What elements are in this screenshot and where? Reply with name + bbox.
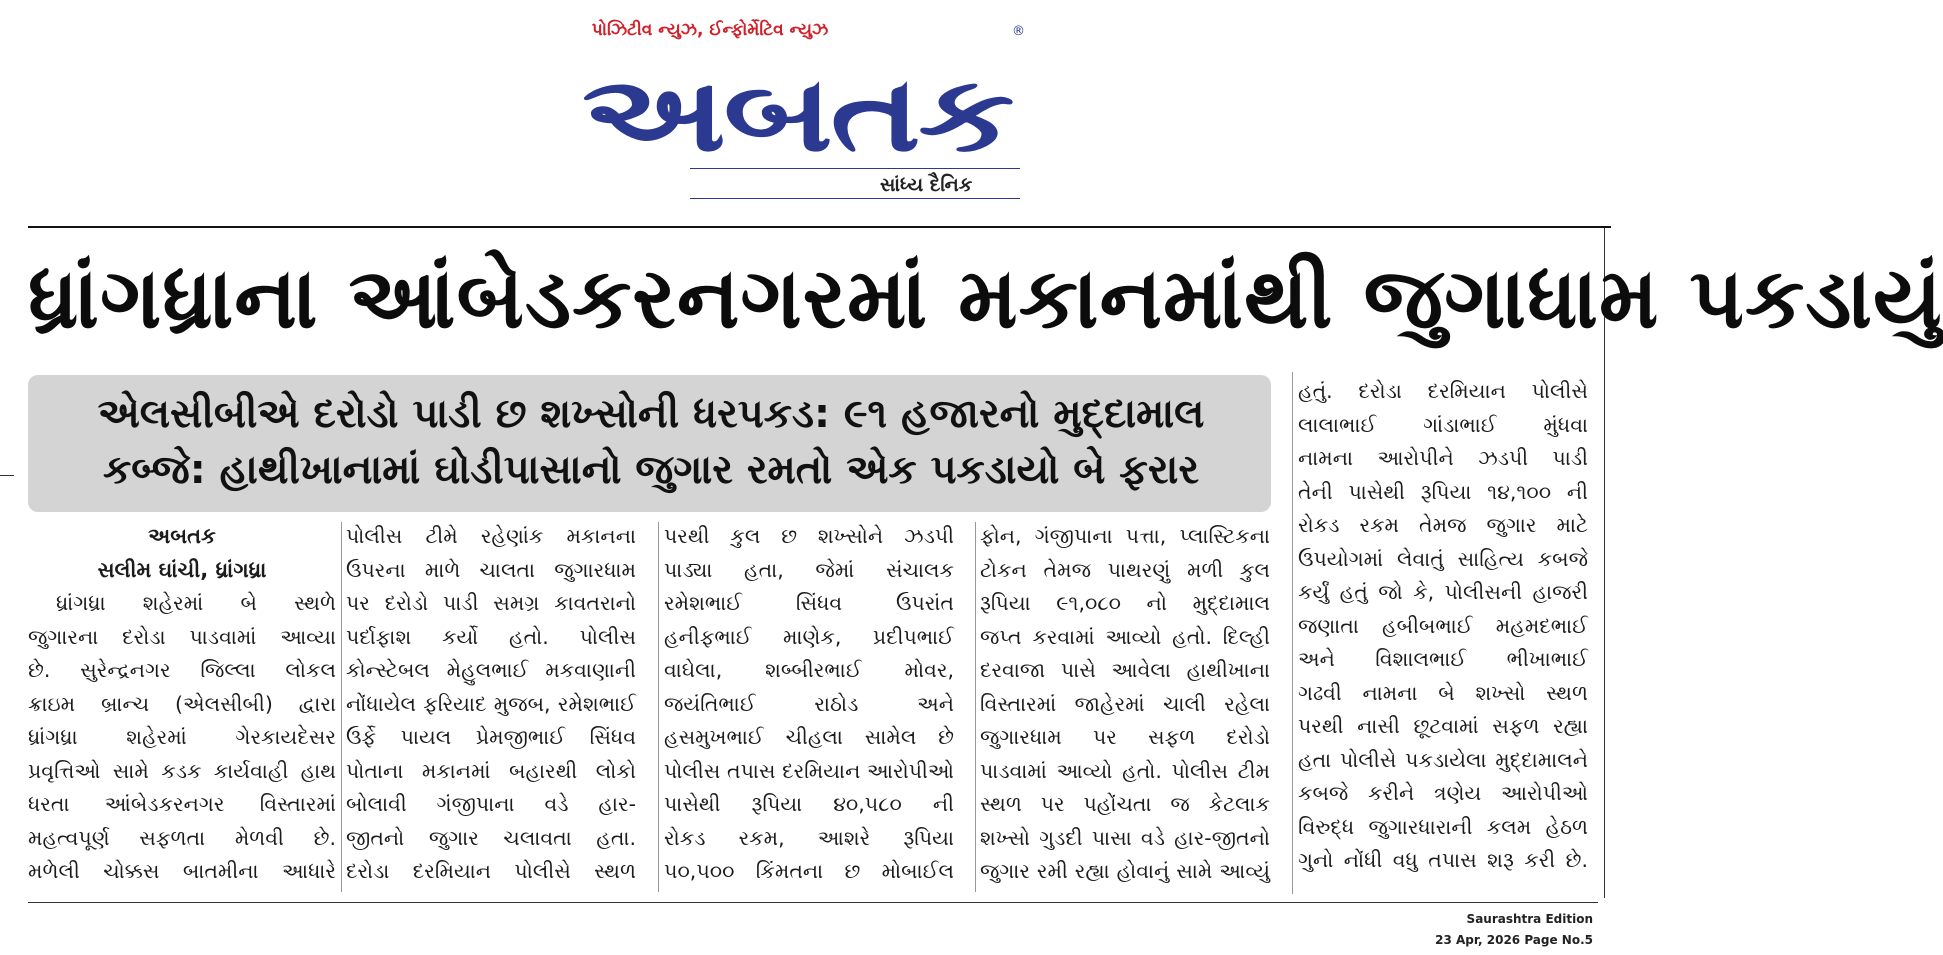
column-line: પર્દાફાશ કર્યો હતો. પોલીસ [346,624,636,649]
column-line: રૂપિયા ૯૧,૦૮૦ નો મુદ્દામાલ [980,591,1270,615]
column-line: હતું. દરોડા દરમિયાન પોલીસે [1298,379,1588,403]
edition-label: Saurashtra Edition [1466,912,1593,926]
column-line: ધ્રાંગધ્રા શહેરમાં બે સ્થળે [56,591,336,615]
column-line: ક્રાઇમ બ્રાન્ચ (એલસીબી) દ્વારા [28,691,336,716]
abtak-logo [582,40,1022,175]
column-line: નામના આરોપીને ઝડપી પાડી [1298,446,1588,470]
column-line: પાડવામાં આવ્યો હતો. પોલીસ ટીમ [980,758,1270,783]
column-line: પરથી નાસી છૂટવામાં સફળ રહ્યા [1298,714,1588,738]
column-rule [658,522,659,892]
column-line: જુગારધામ પર સફળ દરોડો [980,725,1270,749]
column-line: પ્રવૃત્તિઓ સામે કડક કાર્યવાહી હાથ [28,758,336,783]
column-line: પોતાના મકાનમાં બહારથી લોકો [346,758,636,783]
column-rule [975,522,976,892]
column-line: ધરતા આંબેડકરનગર વિસ્તારમાં [28,792,336,816]
column-line: ઉપરના માળે ચાલતા જુગારધામ [346,557,636,582]
column-line: ગઢવી નામના બે શખ્સો સ્થળ [1298,680,1588,705]
page-top-rule [28,226,1611,228]
subtitle-rule-bottom [690,198,1020,199]
column-line: ૫૦,૫૦૦ કિંમતના છ મોબાઈલ [664,859,954,883]
column-rule [341,522,342,892]
column-line: પાડ્યા હતા, જેમાં સંચાલક [664,557,954,582]
column-line: શખ્સો ગુડદી પાસા વડે હાર-જીતનો [980,825,1270,850]
column-line: પોલીસ ટીમે રહેણાંક મકાનના [346,524,636,548]
page-info: 23 Apr, 2026 Page No.5 [1435,933,1593,947]
column-line: મહત્વપૂર્ણ સફળતા મેળવી છે. [28,825,336,850]
column-line: જુગારના દરોડા પાડવામાં આવ્યા [28,624,336,649]
column-line: જયંતિભાઈ રાઠોડ અને [664,691,954,716]
column-line: ફોન, ગંજીપાના પત્તા, પ્લાસ્ટિકના [980,524,1270,548]
article-deck [28,375,1271,512]
column-line: લાલાભાઈ ગાંડાભાઈ મુંધવા [1298,412,1588,437]
column-line: મળેલી ચોક્કસ બાતમીના આધારે [28,859,336,883]
column-line: છે. સુરેન્દ્રનગર જિલ્લા લોકલ [28,658,336,682]
column-line: ગુનો નોંધી વધુ તપાસ શરૂ કરી છે. [1298,848,1588,872]
registered-mark: ® [1012,24,1025,39]
column-line: પોલીસ તપાસ દરમિયાન આરોપીઓ [664,758,954,783]
column-line: કોન્સ્ટેબલ મેહુલભાઈ મકવાણાની [346,658,636,682]
column-line: પરથી કુલ છ શખ્સોને ઝડપી [664,524,954,548]
column-line: રમેશભાઈ સિંધવ ઉપરાંત [664,591,954,615]
page-bottom-rule [28,902,1598,903]
column-line: રોકડ રકમ તેમજ જુગાર માટે [1298,513,1588,537]
article-column-5 [1298,375,1588,878]
column-line: અને વિશાલભાઈ ભીખાભાઈ [1298,647,1588,671]
page-left-tick [0,475,14,476]
byline-source: અબતક [148,524,216,548]
column-line: વિરુદ્ધ જુગારધારાની કલમ હેઠળ [1298,814,1588,839]
article-column-1 [28,520,336,889]
column-line: જીતનો જુગાર ચલાવતા હતા. [346,825,636,850]
article-headline: ધ્રાંગધ્રાના આંબેડકરનગરમાં મકાનમાંથી જુગાધામ પકડાયું [28,249,1943,347]
column-line: વિસ્તારમાં જાહેરમાં ચાલી રહેલા [980,691,1270,716]
column-line: હનીફભાઈ માણેક, પ્રદીપભાઈ [664,624,954,649]
column-line: ધ્રાંગધ્રા શહેરમાં ગેરકાયદેસર [28,725,336,749]
masthead-subtitle: સાંધ્ય દૈનિક [880,174,973,196]
column-line: જુગાર રમી રહ્યા હોવાનું સામે આવ્યું [980,859,1270,883]
column-line: પાસેથી રૂપિયા ૪૦,૫૮૦ ની [664,792,954,816]
column-line: તેની પાસેથી રૂપિયા ૧૪,૧૦૦ ની [1298,479,1588,504]
article-column-3 [664,520,954,889]
column-line: નોંધાયેલ ફરિયાદ મુજબ, રમેશભાઈ [346,691,636,716]
column-line: ઉપયોગમાં લેવાતું સાહિત્ય કબજે [1298,546,1588,571]
column-rule [1292,372,1293,894]
column-line: સ્થળ પર પહોંચતા જ કેટલાક [980,792,1270,816]
column-line: પર દરોડો પાડી સમગ્ર કાવતરાનો [346,591,636,615]
column-line: રોકડ રકમ, આશરે રૂપિયા [664,825,954,850]
column-line: હતા પોલીસે પકડાયેલા મુદ્દામાલને [1298,747,1588,772]
deck-line-1: એલસીબીએ દરોડો પાડી છ શખ્સોની ધરપકડ: ૯૧ હજારનો મુદ્દામાલ [97,391,1205,437]
column-line: બોલાવી ગંજીપાના વડે હાર- [346,792,636,816]
deck-line-2: કબ્જે: હાથીખાનામાં ઘોડીપાસાનો જુગાર રમતો એક પકડાયો બે ફરાર [102,447,1200,493]
column-line: ઉર્ફે પાયલ પ્રેમજીભાઈ સિંધવ [346,725,636,749]
column-line: જણાતા હબીબભાઈ મહમદભાઈ [1298,613,1588,638]
logo-wordmark: અબતક [582,53,1013,175]
column-line: દરોડા દરમિયાન પોલીસે સ્થળ [346,859,636,883]
article-column-4 [980,520,1270,889]
column-line: દરવાજા પાસે આવેલા હાથીખાના [980,658,1270,682]
column-line: જપ્ત કરવામાં આવ્યો હતો. દિલ્હી [980,624,1270,649]
article-column-2 [346,520,636,889]
column-line: કબજે કરીને ત્રણેય આરોપીઓ [1298,781,1588,805]
byline-author: સલીમ ઘાંચી, ધ્રાંગધ્રા [97,557,267,582]
masthead-tagline: પોઝિટીવ ન્યુઝ, ઈન્ફોર્મેટિવ ન્યુઝ [591,20,829,40]
column-line: કર્યું હતું જો કે, પોલીસની હાજરી [1298,580,1588,604]
column-line: ટોકન તેમજ પાથરણું મળી કુલ [980,557,1270,582]
column-line: હસમુખભાઈ ચીહલા સામેલ છે [664,725,954,749]
subtitle-rule-top [690,168,1020,169]
column-line: વાઘેલા, શબ્બીરભાઈ મોવર, [664,658,954,682]
